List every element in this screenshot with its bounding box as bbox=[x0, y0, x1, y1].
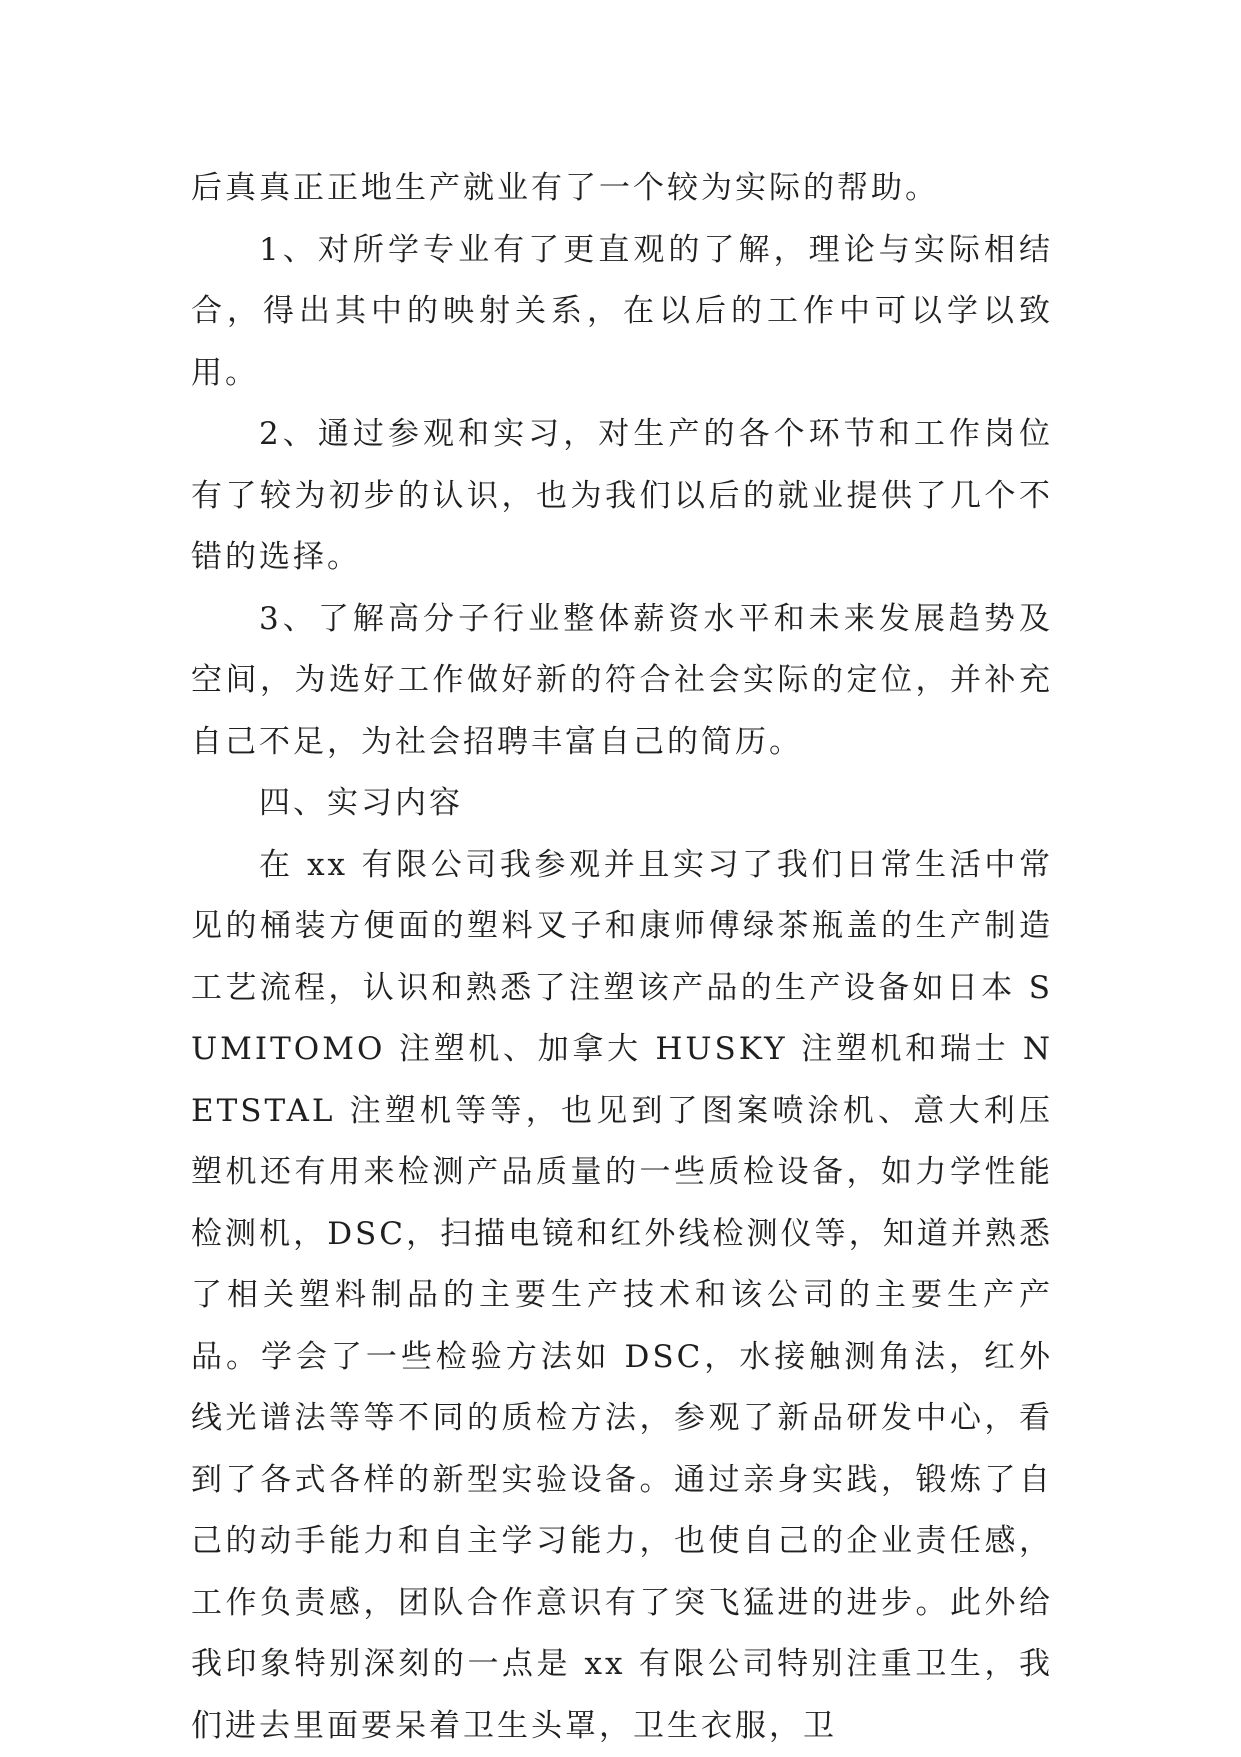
document-body bbox=[191, 158, 1053, 1757]
paragraph-point-3: 3、了解高分子行业整体薪资水平和未来发展趋势及空间，为选好工作做好新的符合社会实际的定位，并补充自己不足，为社会招聘丰富自己的简历。 bbox=[191, 589, 1053, 774]
paragraph-continuation: 后真真正正地生产就业有了一个较为实际的帮助。 bbox=[191, 158, 1053, 220]
section-heading-internship-content: 四、实习内容 bbox=[191, 773, 1053, 835]
paragraph-internship-content: 在 xx 有限公司我参观并且实习了我们日常生活中常见的桶装方便面的塑料叉子和康师傅绿茶瓶盖的生产制造工艺流程，认识和熟悉了注塑该产品的生产设备如日本 SUMITOMO 注塑机、加拿大 HUSKY 注塑机和瑞士 NETSTAL 注塑机等等，也见到了图案喷涂机、意大利压塑机还有用来检测产品质量的一些质检设备，如力学性能检测机，DSC，扫描电镜和红外线检测仪等，知道并熟悉了相关塑料制品的主要生产技术和该公司的主要生产产品。学会了一些检验方法如 DSC，水接触测角法，红外线光谱法等等不同的质检方法，参观了新品研发中心，看到了各式各样的新型实验设备。通过亲身实践，锻炼了自己的动手能力和自主学习能力，也使自己的企业责任感，工作负责感，团队合作意识有了突飞猛进的进步。此外给我印象特别深刻的一点是 xx 有限公司特别注重卫生，我们进去里面要呆着卫生头罩，卫生衣服，卫 bbox=[191, 835, 1053, 1757]
paragraph-point-2: 2、通过参观和实习，对生产的各个环节和工作岗位有了较为初步的认识，也为我们以后的就业提供了几个不错的选择。 bbox=[191, 404, 1053, 589]
paragraph-point-1: 1、对所学专业有了更直观的了解，理论与实际相结合，得出其中的映射关系，在以后的工作中可以学以致用。 bbox=[191, 220, 1053, 405]
